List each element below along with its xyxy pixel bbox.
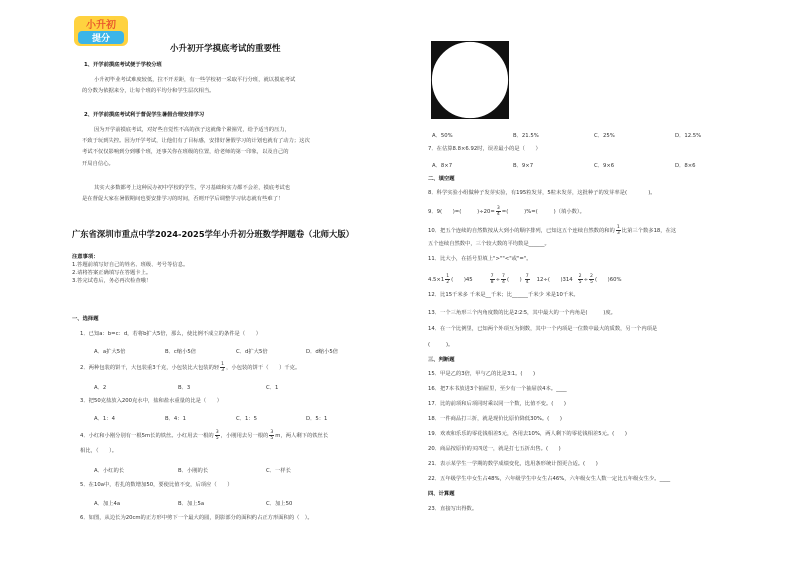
question-11: 11．比大小，在括号里填上">""<"或"="。 [428,256,532,262]
brand-logo [72,13,130,48]
question-20: 20．商品按原价的买四送一，就是打七五折出售。( ) [428,446,561,452]
question-6: 6．如图，从边长为20cm的正方形中剪下一个最大的圆，阴影部分的面积约占正方形面积的（ ）。 [80,515,313,521]
section-judgement: 三、判断题 [428,357,455,363]
q1-option-d[interactable]: D．d缩小5倍 [306,349,338,355]
question-22: 22．五年级学生中女生占48%，六年级学生中女生占46%，六年级女生人数一定比五年级女生少。____ [428,476,671,482]
intro-paragraph-2: 因为开学前摸底考试，对好些自觉性不高的孩子这就像个紧箍咒，给予适当的压力， 不致于玩到失控。因为开学考试，让他们有了目标感，安排好暑假学习的计划也就有了动力；这次 考试不仅仅影响到分到哪个班，还事关你在班级的位置，给老师的第一印象，以及自己的 开局自信心。 [82,127,310,167]
q7-option-b[interactable]: B．9×7 [513,163,534,169]
q3-option-d[interactable]: D．5：1 [306,416,328,422]
question-9: 9．9( )=( )÷20= $\frac{3}{4}$ =( )%=( )（填小数）。 [428,206,585,217]
question-19: 19．欢欢和乐乐的零花钱相差5元，各用去10%，两人剩下的零花钱相差5元。( ) [428,431,627,437]
q1-option-a[interactable]: A．a扩大5倍 [94,349,126,355]
question-3: 3．把50克盐放入200克水中，盐和盐水重量的比是（ ） [80,398,223,404]
question-17: 17．比的前项和后项同时乘以同一个数，比值不变。( ) [428,401,566,407]
intro-title: 小升初开学摸底考试的重要性 [170,44,281,54]
q6-option-b[interactable]: B．21.5% [513,133,539,139]
question-11-items: 4.5×1 $\frac{1}{2}$ ( )45 $\frac{7}{8}$ ÷ $\frac{7}{4}$ ( ) $\frac{7}{4}$ 12÷( )314 $\frac{2}{5}$ ÷ $\frac{2}{5}$ ( )60% [428,274,622,285]
q2-option-b[interactable]: B．3 [178,385,191,391]
question-7: 7．在估算8.8×6.92时，误差最小的是（ ） [428,146,541,152]
question-5: 5．在10a中，若扎的数增加50，要使比值不变，后项应（ ） [80,482,233,488]
q7-option-d[interactable]: D．8×6 [675,163,696,169]
question-23: 23．直接写出得数。 [428,506,478,512]
question-18: 18．一件商品打三折，就是现价比原价降低30%。( ) [428,416,562,422]
logo-text-top: 小升初 [86,20,116,31]
section-calculation: 四、计算题 [428,491,455,497]
q3-option-c[interactable]: C．1：5 [236,416,258,422]
question-14-line-2: ( )。 [428,342,454,348]
q6-option-c[interactable]: C．25% [594,133,615,139]
question-4: 4．小红和小刚分别有一根5m长的铁丝。小红用去一根的 $\frac{3}{5}$ ，小刚用去另一根的 $\frac{3}{5}$ m，两人剩下的铁丝长 [80,430,329,441]
question-13: 13．一个三角形三个内角度数的比是2∶2∶5，其中最大的一个内角是( )度。 [428,310,616,316]
question-16: 16．把7本书放进3个抽屉里，至少有一个抽屉放4本。____ [428,386,567,392]
q1-option-c[interactable]: C．d扩大5倍 [236,349,268,355]
q4-option-b[interactable]: B．小刚的长 [178,468,209,474]
question-1: 1．已知a：b=c：d，若将b扩大5倍，那么，使比例不成立的条件是（ ） [80,331,262,337]
q6-option-d[interactable]: D．12.5% [675,133,702,139]
fraction: $\frac{3}{4}$ [496,206,500,217]
intro-heading-2: 2、开学前摸底考试利于督促学生暑假合理安排学习 [84,112,205,118]
question-10-line-2: 五个连续自然数中，三个较大数的平均数是______。 [428,241,550,247]
q1-option-b[interactable]: B．c缩小5倍 [165,349,197,355]
q4-option-a[interactable]: A．小红的长 [94,468,125,474]
q2-option-a[interactable]: A．2 [94,385,107,391]
fraction: $\frac{3}{5}$ [270,430,274,441]
question-15: 15．甲是乙的3倍，甲与乙的比是3∶1。( ) [428,371,536,377]
question-10: 10．把五个连续的自然数按从大到小的顺序排列，已知这五个连续自然数的和的 $\frac{1}{3}$ 比第三个数多18，在这 [428,225,677,236]
question-21: 21．表示某学生一学期的数学成绩变化，选用条形统计图更合适。( ) [428,461,598,467]
q3-option-b[interactable]: B．4：1 [165,416,186,422]
question-14: 14．在一个比例里，已知两个外项互为倒数，其中一个内项是一位数中最大的质数，另一个内项是 [428,326,658,332]
square-circle-figure [430,40,510,124]
section-fill-in: 二、填空题 [428,176,455,182]
q7-option-c[interactable]: C．9×6 [594,163,615,169]
intro-paragraph-3: 其实大多数都考上这种民办初中学校的学生，学习基础和实力都不会差，摸底考试也 是在督促大家在暑假期间也要安排学习的时间，否则开学后调整学习状态就有些难了！ [82,185,290,203]
q6-option-a[interactable]: A．50% [432,133,453,139]
notice-item: 3.答完试卷后，务必再次检查哦！ [72,278,152,284]
fraction: $\frac{1}{3}$ [221,362,225,373]
q7-option-a[interactable]: A．8×7 [432,163,453,169]
question-8: 8．科学实验小组做种子发芽实验，有195粒发芽，5粒未发芽，这批种子的发芽率是( )。 [428,190,656,196]
q2-option-c[interactable]: C．1 [266,385,279,391]
exam-title: 广东省深圳市重点中学2024-2025学年小升初分班数学押题卷（北师大版） [72,229,354,239]
q5-option-a[interactable]: A．加上4a [94,501,121,507]
q5-option-c[interactable]: C．加上50 [266,501,293,507]
logo-text-bottom: 提分 [91,34,111,44]
q3-option-a[interactable]: A．1：4 [94,416,115,422]
fraction: $\frac{3}{5}$ [215,430,219,441]
section-choice: 一、选择题 [72,316,99,322]
question-2: 2．两种包装的饼干，大包装重3千克，小包装比大包装的轻 $\frac{1}{3}$ ，小包装的饼干（ ）千克。 [80,362,301,373]
notice-title: 注意事项： [72,254,99,260]
q4-option-c[interactable]: C．一样长 [266,468,291,474]
notice-item: 1.答题前填写好自己的姓名、班级、考号等信息。 [72,262,189,268]
intro-heading-1: 1、开学前摸底考试便于学校分班 [84,62,162,68]
notice-item: 2.请将答案正确填写在答题卡上。 [72,270,152,276]
fraction: $\frac{1}{3}$ [616,225,620,236]
q5-option-b[interactable]: B．加上5a [178,501,205,507]
intro-paragraph-1: 小升初毕业考试难度较低，拉不开差距，有一些学校初一采取平行分班，就以摸底考试 的分数为依据来分，让每个班的平均分和学生层次相当。 [82,77,296,95]
question-4-line-2: 相比，（ ）。 [80,448,118,454]
question-12: 12．比15千米多 千米是__千米；比______千米少 米是10千米。 [428,292,579,298]
